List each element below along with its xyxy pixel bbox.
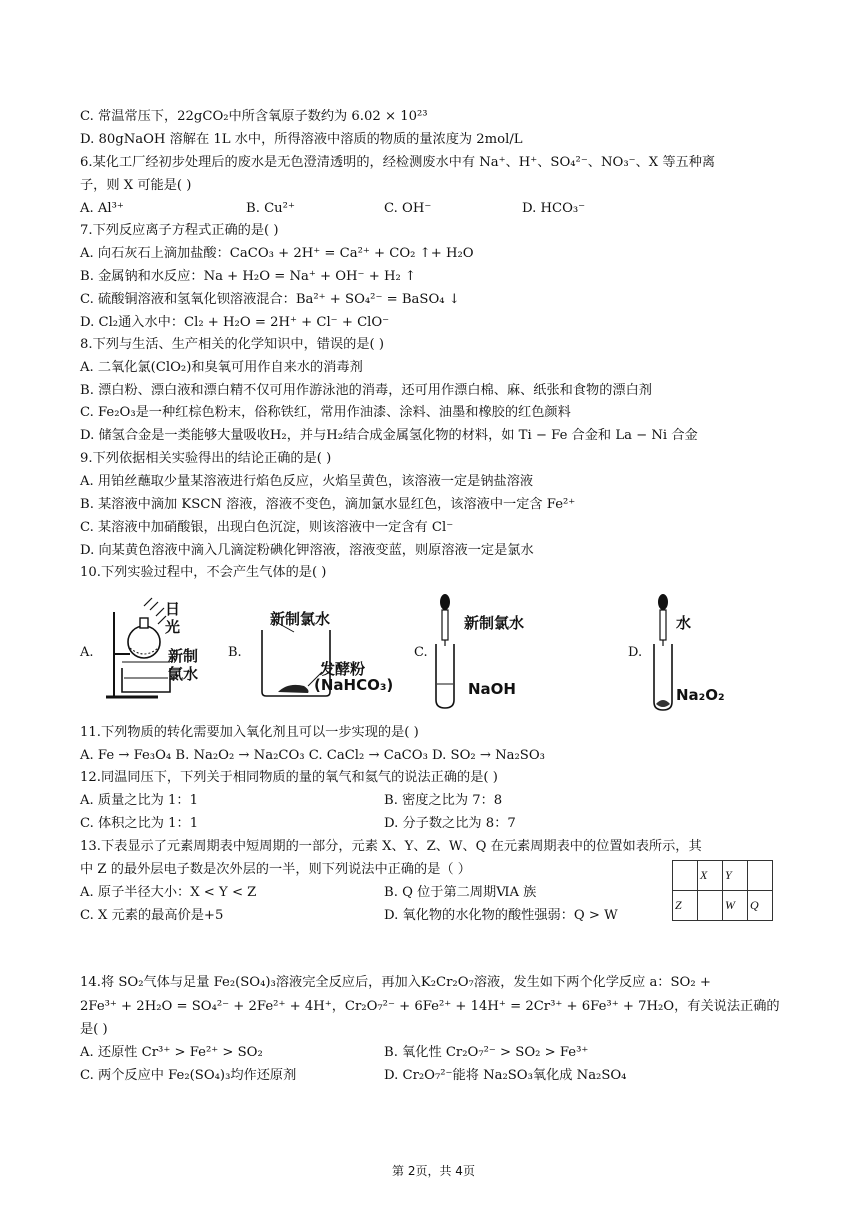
question-13-cont: 中 Z 的最外层电子数是次外层的一半，则下列说法中正确的是（ ） <box>80 862 471 877</box>
fig-b-top: 新制氯水 <box>270 610 331 628</box>
option-c-q5: C. 常温常压下，22gCO₂中所含氧原子数约为 6.02 × 10²³ <box>80 109 428 124</box>
q6-option-a: A. Al³⁺ <box>80 201 124 216</box>
q9-option-d: D. 向某黄色溶液中滴入几滴淀粉碘化钾溶液，溶液变蓝，则原溶液一定是氯水 <box>80 543 534 558</box>
fig-a-new: 新制 <box>168 647 199 665</box>
fig-c-bottom: NaOH <box>468 680 516 698</box>
q6-option-b: B. Cu²⁺ <box>246 201 295 216</box>
question-12: 12.同温同压下，下列关于相同物质的量的氧气和氦气的说法正确的是( ) <box>80 770 498 785</box>
q7-option-c: C. 硫酸铜溶液和氢氧化钡溶液混合：Ba²⁺ + SO₄²⁻ = BaSO₄ ↓ <box>80 292 460 307</box>
q8-option-b: B. 漂白粉、漂白液和漂白精不仅可用作游泳池的消毒，还可用作漂白棉、麻、纸张和食物的漂白剂 <box>80 383 652 398</box>
q8-option-d: D. 储氢合金是一类能够大量吸收H₂，并与H₂结合成金属氢化物的材料，如 Ti − Fe 合金和 La − Ni 合金 <box>80 428 698 443</box>
table-row <box>673 891 773 921</box>
fig-a-chlorine: 氯水 <box>168 665 199 683</box>
periodic-table-fragment <box>672 860 773 921</box>
question-14-end: 是( ) <box>80 1022 108 1037</box>
q13-option-b: B. Q 位于第二周期ⅥA 族 <box>384 885 537 900</box>
option-d-q5: D. 80gNaOH 溶解在 1L 水中，所得溶液中溶质的物质的量浓度为 2mol/L <box>80 132 523 147</box>
question-11: 11.下列物质的转化需要加入氧化剂且可以一步实现的是( ) <box>80 725 419 740</box>
question-10: 10.下列实验过程中，不会产生气体的是( ) <box>80 565 327 580</box>
q9-option-b: B. 某溶液中滴加 KSCN 溶液，溶液不变色，滴加氯水显红色，该溶液中一定含 Fe²⁺ <box>80 497 576 512</box>
question-9: 9.下列依据相关实验得出的结论正确的是( ) <box>80 451 332 466</box>
fig-d-top: 水 <box>676 614 692 632</box>
q7-option-b: B. 金属钠和水反应：Na + H₂O = Na⁺ + OH⁻ + H₂ ↑ <box>80 269 416 284</box>
q9-option-a: A. 用铂丝蘸取少量某溶液进行焰色反应，火焰呈黄色，该溶液一定是钠盐溶液 <box>80 474 534 489</box>
q14-option-a: A. 还原性 Cr³⁺ > Fe²⁺ > SO₂ <box>80 1045 263 1060</box>
fig-d-bottom: Na₂O₂ <box>676 686 725 704</box>
q11-options: A. Fe → Fe₃O₄ B. Na₂O₂ → Na₂CO₃ C. CaCl₂ → CaCO₃ D. SO₂ → Na₂SO₃ <box>80 748 545 763</box>
question-7: 7.下列反应离子方程式正确的是( ) <box>80 223 279 238</box>
table-cell: Y <box>723 861 748 891</box>
fig-a-apparatus <box>98 592 218 704</box>
q6-option-c: C. OH⁻ <box>384 201 432 216</box>
question-14: 14.将 SO₂气体与足量 Fe₂(SO₄)₃溶液完全反应后，再加入K₂Cr₂O₇溶液，发生如下两个化学反应 a：SO₂ + <box>80 975 711 990</box>
table-cell <box>748 861 773 891</box>
table-row <box>673 861 773 891</box>
q8-option-a: A. 二氧化氯(ClO₂)和臭氧可用作自来水的消毒剂 <box>80 360 363 375</box>
fig-c-label: C. <box>414 645 428 660</box>
q7-option-a: A. 向石灰石上滴加盐酸：CaCO₃ + 2H⁺ = Ca²⁺ + CO₂ ↑+ H₂O <box>80 246 474 261</box>
q13-option-a: A. 原子半径大小：X < Y < Z <box>80 885 257 900</box>
q6-option-d: D. HCO₃⁻ <box>522 201 586 216</box>
table-cell <box>673 861 698 891</box>
table-cell: Z <box>673 891 698 921</box>
q14-option-c: C. 两个反应中 Fe₂(SO₄)₃均作还原剂 <box>80 1068 297 1083</box>
fig-a-light: 光 <box>165 618 181 636</box>
q9-option-c: C. 某溶液中加硝酸银，出现白色沉淀，则该溶液中一定含有 Cl⁻ <box>80 520 454 535</box>
q12-option-a: A. 质量之比为 1：1 <box>80 793 199 808</box>
q13-option-c: C. X 元素的最高价是+5 <box>80 908 224 923</box>
question-14-eq: 2Fe³⁺ + 2H₂O = SO₄²⁻ + 2Fe²⁺ + 4H⁺，Cr₂O₇²⁻ + 6Fe²⁺ + 14H⁺ = 2Cr³⁺ + 6Fe³⁺ + 7H₂O，有关说法正确的 <box>80 999 780 1014</box>
q12-option-c: C. 体积之比为 1：1 <box>80 816 199 831</box>
q12-option-b: B. 密度之比为 7：8 <box>384 793 503 808</box>
fig-b-powder: 发酵粉 <box>320 660 366 678</box>
table-cell: X <box>698 861 723 891</box>
q8-option-c: C. Fe₂O₃是一种红棕色粉末，俗称铁红，常用作油漆、涂料、油墨和橡胶的红色颜料 <box>80 405 571 420</box>
question-13: 13.下表显示了元素周期表中短周期的一部分，元素 X、Y、Z、W、Q 在元素周期表中的位置如表所示，其 <box>80 839 702 854</box>
fig-c-top: 新制氯水 <box>464 614 525 632</box>
question-6: 6.某化工厂经初步处理后的废水是无色澄清透明的，经检测废水中有 Na⁺、H⁺、SO₄²⁻、NO₃⁻、X 等五种离 <box>80 155 716 170</box>
q14-option-b: B. 氧化性 Cr₂O₇²⁻ > SO₂ > Fe³⁺ <box>384 1045 589 1060</box>
page-footer: 第 2页，共 4页 <box>392 1164 475 1178</box>
fig-c-tube <box>432 592 472 712</box>
fig-b-formula: (NaHCO₃) <box>314 676 394 694</box>
fig-b-label: B. <box>228 645 242 660</box>
question-6-cont: 子，则 X 可能是( ) <box>80 178 192 193</box>
table-cell: Q <box>748 891 773 921</box>
q12-option-d: D. 分子数之比为 8：7 <box>384 816 516 831</box>
fig-a-label: A. <box>80 645 94 660</box>
table-cell <box>698 891 723 921</box>
question-8: 8.下列与生活、生产相关的化学知识中，错误的是( ) <box>80 337 384 352</box>
fig-a-sun: 日 <box>165 600 181 618</box>
q13-option-d: D. 氧化物的水化物的酸性强弱：Q > W <box>384 908 618 923</box>
table-cell: W <box>723 891 748 921</box>
q14-option-d: D. Cr₂O₇²⁻能将 Na₂SO₃氧化成 Na₂SO₄ <box>384 1068 627 1083</box>
q7-option-d: D. Cl₂通入水中：Cl₂ + H₂O = 2H⁺ + Cl⁻ + ClO⁻ <box>80 315 390 330</box>
fig-d-label: D. <box>628 645 643 660</box>
